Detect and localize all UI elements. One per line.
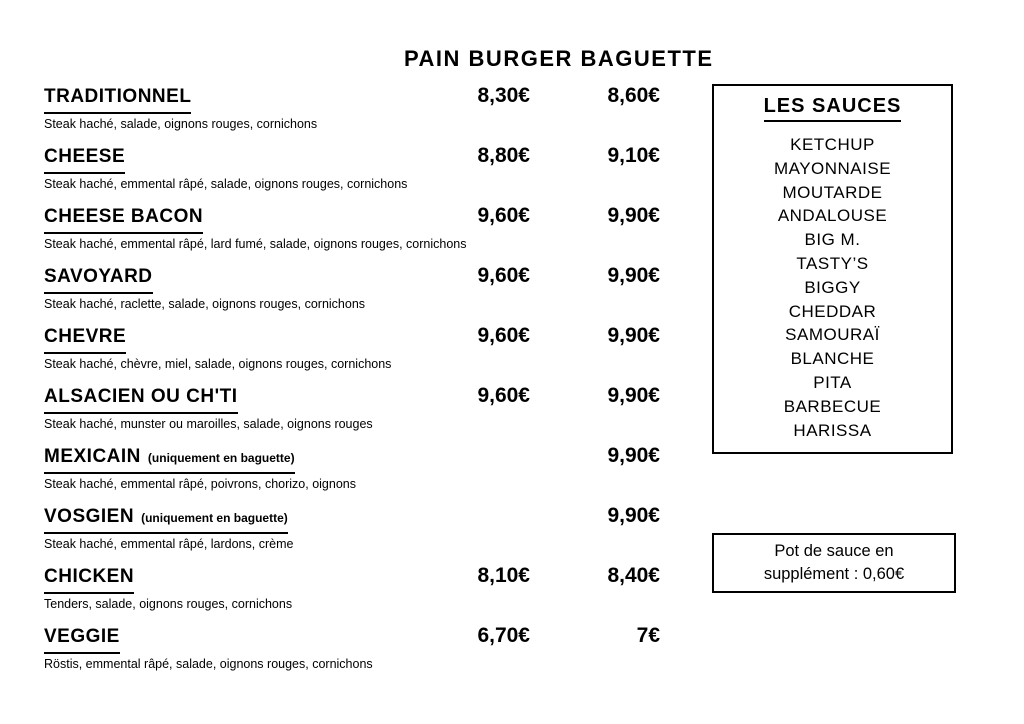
menu-item-name: VEGGIE — [44, 626, 120, 647]
price-baguette: 9,90€ — [607, 324, 660, 347]
menu-item — [44, 144, 660, 192]
sauce-item: BARBECUE — [783, 396, 882, 416]
menu-item-header — [44, 144, 660, 174]
price-baguette: 8,60€ — [607, 84, 660, 107]
menu-item-note: (uniquement en baguette) — [147, 451, 295, 465]
price-pain-burger: 8,80€ — [477, 144, 530, 167]
price-baguette: 9,10€ — [607, 144, 660, 167]
menu-item-underline — [44, 565, 134, 594]
menu-item-name-wrap — [44, 625, 410, 654]
sauce-item: BLANCHE — [790, 349, 875, 369]
sauce-item: MAYONNAISE — [773, 158, 892, 178]
menu-item-underline — [44, 265, 153, 294]
menu-item-name: ALSACIEN OU CH'TI — [44, 386, 238, 407]
menu-item-name: VOSGIEN — [44, 506, 135, 527]
menu-item-header — [44, 324, 660, 354]
menu-item — [44, 264, 660, 312]
menu-item-underline — [44, 385, 238, 414]
sauce-item: BIG M. — [804, 230, 861, 250]
sauce-item: HARISSA — [793, 420, 872, 440]
menu-item-name: CHEESE — [44, 146, 126, 167]
menu-item-name-wrap — [44, 445, 410, 474]
menu-item-header — [44, 624, 660, 654]
price-baguette: 9,90€ — [607, 204, 660, 227]
menu-item-underline — [44, 145, 125, 174]
menu-item-description: Steak haché, emmental râpé, poivrons, chorizo, oignons — [44, 477, 356, 491]
menu-item-header — [44, 384, 660, 414]
menu-item-name: MEXICAIN — [44, 446, 141, 467]
menu-item-name-wrap — [44, 385, 410, 414]
price-pain-burger: 6,70€ — [477, 624, 530, 647]
menu-item — [44, 384, 660, 432]
menu-item-name-wrap — [44, 145, 410, 174]
menu-items-list — [44, 84, 660, 684]
sauce-item: PITA — [813, 372, 852, 392]
menu-item-header — [44, 444, 660, 474]
supplement-line-1: Pot de sauce en — [774, 542, 894, 560]
menu-item-name-wrap — [44, 85, 410, 114]
menu-item-description: Röstis, emmental râpé, salade, oignons rouges, cornichons — [44, 657, 373, 671]
menu-item — [44, 84, 660, 132]
menu-item — [44, 504, 660, 552]
menu-item-name-wrap — [44, 325, 410, 354]
menu-item-header — [44, 564, 660, 594]
menu-item-header — [44, 264, 660, 294]
menu-item-description: Steak haché, chèvre, miel, salade, oignons rouges, cornichons — [44, 357, 392, 371]
menu-item-description: Steak haché, emmental râpé, lard fumé, salade, oignons rouges, cornichons — [44, 237, 467, 251]
supplement-line-2: supplément : 0,60€ — [763, 565, 905, 583]
menu-item-description: Steak haché, emmental râpé, salade, oignons rouges, cornichons — [44, 177, 408, 191]
sauce-item: KETCHUP — [790, 135, 875, 154]
sauce-item: SAMOURAÏ — [785, 325, 880, 345]
sauce-item: CHEDDAR — [788, 301, 877, 321]
page-title: PAIN BURGER BAGUETTE — [404, 46, 714, 71]
price-baguette: 8,40€ — [607, 564, 660, 587]
menu-item — [44, 324, 660, 372]
menu-item-description: Steak haché, emmental râpé, lardons, crème — [44, 537, 294, 551]
price-pain-burger: 8,10€ — [477, 564, 530, 587]
sauce-item: MOUTARDE — [782, 182, 883, 202]
sauce-item: BIGGY — [804, 277, 861, 297]
menu-item-name-wrap — [44, 265, 410, 294]
price-baguette: 7€ — [636, 624, 660, 647]
price-pain-burger: 9,60€ — [477, 264, 530, 287]
sauce-item: ANDALOUSE — [777, 206, 888, 226]
price-pain-burger: 8,30€ — [477, 84, 530, 107]
menu-item-header — [44, 204, 660, 234]
menu-item-underline — [44, 325, 126, 354]
menu-item-name: CHEVRE — [44, 326, 127, 347]
menu-item-underline — [44, 205, 203, 234]
menu-item-name-wrap — [44, 505, 410, 534]
menu-item — [44, 204, 660, 252]
menu-item-name: TRADITIONNEL — [44, 86, 192, 107]
menu-item-header — [44, 84, 660, 114]
menu-item-underline — [44, 85, 191, 114]
price-pain-burger: 9,60€ — [477, 384, 530, 407]
menu-item-name: SAVOYARD — [44, 266, 153, 287]
menu-item-name: CHICKEN — [44, 566, 135, 587]
menu-item-name-wrap — [44, 205, 410, 234]
price-baguette: 9,90€ — [607, 384, 660, 407]
menu-item — [44, 444, 660, 492]
sauces-title: LES SAUCES — [764, 95, 902, 122]
menu-item — [44, 564, 660, 612]
price-pain-burger: 9,60€ — [477, 324, 530, 347]
menu-item-underline — [44, 445, 295, 474]
sauces-list — [714, 133, 951, 442]
menu-item-underline — [44, 505, 288, 534]
menu-item-header — [44, 504, 660, 534]
menu-item-name: CHEESE BACON — [44, 206, 204, 227]
menu-item-description: Steak haché, munster ou maroilles, salade, oignons rouges — [44, 417, 373, 431]
menu-item — [44, 624, 660, 672]
menu-item-note: (uniquement en baguette) — [141, 511, 288, 525]
price-pain-burger: 9,60€ — [477, 204, 530, 227]
price-baguette: 9,90€ — [607, 264, 660, 287]
sauces-box — [712, 84, 953, 454]
menu-item-description: Steak haché, salade, oignons rouges, cornichons — [44, 117, 318, 131]
menu-item-name-wrap — [44, 565, 410, 594]
price-baguette: 9,90€ — [607, 444, 660, 467]
menu-item-description: Steak haché, raclette, salade, oignons rouges, cornichons — [44, 297, 366, 311]
menu-item-description: Tenders, salade, oignons rouges, cornichons — [44, 597, 293, 611]
price-baguette: 9,90€ — [607, 504, 660, 527]
supplement-box — [712, 533, 956, 593]
menu-item-underline — [44, 625, 120, 654]
sauce-item: TASTY’S — [796, 253, 869, 273]
